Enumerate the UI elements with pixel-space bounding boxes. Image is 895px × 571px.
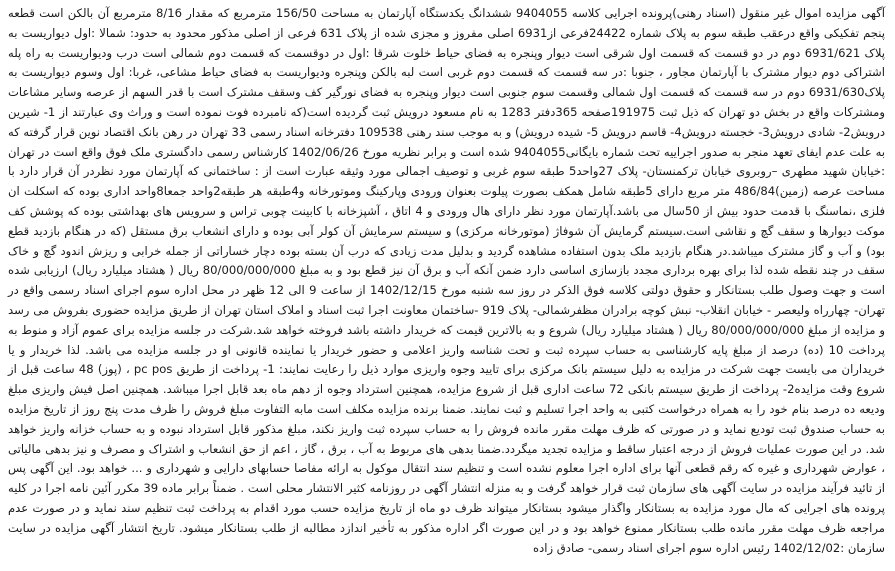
auction-notice-body: آگهی مزایده اموال غیر منقول (اسناد رهنی)پرونده اجرایی کلاسه 9404055 ششدانگ یکدستگاه آپارتمان به مساحت 156/50 مترمربع که مقدار 8/16 مترمربع آن بالکن است قطعه پنجم تفکیکی واقع درعقب طبقه سوم به پلاک شماره 24422فرعی از6931 اصلی مفروز و مجزی شده از پلاک 631 فرعی از اصلی مذکور محدود به حدود: شمالا :اول دیواریست به پلاک 6931/621 دوم در دو قسمت که قسمت اول شرقی است دیوار وپنجره به فضای حیاط خلوت شرقا :اول در دوقسمت که قسمت دوم شمالی است درب ودیواریست به راه پله اشتراکی دوم دیوار مشترک با آپارتمان مجاور ، جنوبا :در سه قسمت که قسمت دوم غربی است لبه بالکن وپنجره ودیواریست به فضای حیاط مشاعی، غربا: اول وسوم دیواریست به پلاک6931/630 دوم در سه قسمت که قسمت اول شمالی وقسمت سوم جنوبی است دیوار وپنجره به فضای نورگیر کف وسقف مشترک است با قدر السهم از عرصه وسایر مشاعات ومشترکات واقع در بخش دو تهران که ذیل ثبت 191975صفحه 365دفتر 1283 به نام مسعود درویش ثبت گردیده است(که نامبرده فوت نموده است و وراث وی عبارتند از 1- شیرین درویش2- شادی درویش3- خجسته درویش4- قاسم درویش 5- شیده درویش) و به موجب سند رهنی 109538 دفترخانه اسناد رسمی 33 تهران در رهن بانک اقتصاد نوین قرار گرفته که به علت عدم ایفای تعهد منجر به صدور اجراییه تحت شماره بایگانی9404055 شده است و برابر نظریه مورخ 1402/06/26 کارشناس رسمی دادگستری ملک فوق واقع است در تهران :خیابان شهید مطهری –روبروی خیابان ترکمنستان- پلاک 27واحد5 طبقه سوم غربی و توصیف اجمالی مورد وثیقه عبارت است از : ساختمانی که آپارتمان مورد نظردر آن قرار دارد با مساحت عرصه (زمین)486/84 متر مربع دارای 5طبقه شامل همکف بصورت پیلوت بعنوان ورودی وپارکینگ وموتورخانه و4طبقه هر طبقه2واحد جمعا8واحد اداری بوده که اسکلت ان فلزی ،نماسنگ با قدمت حدود بیش از 50سال می باشد.آپارتمان مورد نظر دارای هال ورودی و 4 اتاق ، آشپزخانه با کابینت چوبی تراس و سرویس های بهداشتی بوده که پوشش کف موکت دیوارها و سقف گچ و نقاشی است.سیستم گرمایش آن شوفاژ (موتورخانه مرکزی) و سیستم سرمایش آن کولر آبی بوده و دارای انشعاب برق مستقل (که در هنگام بازدید قطع بود) و آب و گاز مشترک میباشد.در هنگام بازدید ملک بدون استفاده مشاهده گردید و بدلیل مدت زیادی که درب آن بسته بوده دچار خساراتی از جمله خرابی و ریزش اندود گچ و خاک سقف در چند نقطه شده لذا برای بهره برداری مجدد بازسازی اساسی دارد ضمن آنکه آب و برق آن نیز قطع بود و به مبلغ 80/000/000/000 ریال ( هشتاد میلیارد ریال) ارزیابی شده است و جهت وصول طلب بستانکار و حقوق دولتی کلاسه فوق الذکر در روز سه شنبه مورخ 1402/12/15 از ساعت 9 الی 12 ظهر در محل اداره سوم اجرای اسناد رسمی واقع در تهران- چهارراه ولیعصر - خیابان انقلاب- نبش کوچه برادران مظفرشمالی- پلاک 919 -ساختمان معاونت اجرا ثبت اسناد و املاک استان تهران از طریق مزایده حضوری بفروش می رسد و مزایده از مبلغ 80/000/000/000 ریال ( هشتاد میلیارد ریال) شروع و به بالاترین قیمت که خریدار داشته باشد فروخته خواهد شد.شرکت در جلسه مزایده برای عموم آزاد و منوط به پرداخت 10 (ده) درصد از مبلغ پایه کارشناسی به حساب سپرده ثبت و تحت شناسه واریز اعلامی و حضور خریدار یا نماینده قانونی او در جلسه مزایده می باشد. لذا خریدار و یا خریداران می بایست جهت شرکت در مزایده به دلیل سیستم بانک مرکزی برای تایید وجوه واریزی موارد ذیل را رعایت نمایند: 1- پرداخت از طریق pc pos ، (پوز) 48 ساعت قبل از شروع وقت مزایده2- پرداخت از طریق سیستم بانکی 72 ساعت اداری قبل از شروع مزایده، همچنین استرداد وجوه از دهم ماه بعد قابل اجرا میباشد. همچنین اصل فیش واریزی مبلغ ودیعه ده درصد بنام خود را به همراه درخواست کتبی به واحد اجرا تسلیم و ثبت نمایند. ضمنا برنده مزایده مکلف است مابه التفاوت مبلغ فروش را ظرف مدت پنج روز از تاریخ مزایده به حساب صندوق ثبت تودیع نماید و در صورتی که ظرف مهلت مقرر مانده فروش را به حساب سپرده ثبت واریز نکند، مبلغ مذکور قابل استرداد نبوده و به حساب خزانه واریز خواهد شد. در این صورت عملیات فروش از درجه اعتبار ساقط و مزایده تجدید میگردد.ضمنا بدهی های مربوط به آب ، برق ، گاز ، اعم از حق انشعاب و اشتراک و مصرف و نیز بدهی مالیاتی ، عوارض شهرداری و غیره که رقم قطعی آنها برای اداره اجرا معلوم نشده است و تنظیم سند انتقال موکول به ارائه مفاصا حسابهای دارایی و شهرداری و ... خواهد بود. این آگهی پس از تائید فرآیند مزایده در سایت آگهی های سازمان ثبت قرار خواهد گرفت و به منزله انتشار آگهی در روزنامه کثیر الانتشار محلی است . ضمناً برابر ماده 39 مکرر آئین نامه اجرا در کلیه پرونده های اجرایی که مال مورد مزایده به بستانکار واگذار میشود بستانکار میتواند ظرف دو ماه از تاریخ مزایده حسب مورد اقدام به پرداخت ثبت تنظیم سند نماید و در صورت عدم مراجعه ظرف مهلت مقرر مانده طلب بستانکار ممنوع خواهد بود و در این صورت اگر اداره مذکور به تأخیر اندازد مطالبه از طلب بستانکار میشود. تاریخ انتشار آگهی مزایده در سایت سازمان :1402/12/02 رئیس اداره سوم اجرای اسناد رسمی- صادق زاده bbox=[8, 6, 886, 555]
